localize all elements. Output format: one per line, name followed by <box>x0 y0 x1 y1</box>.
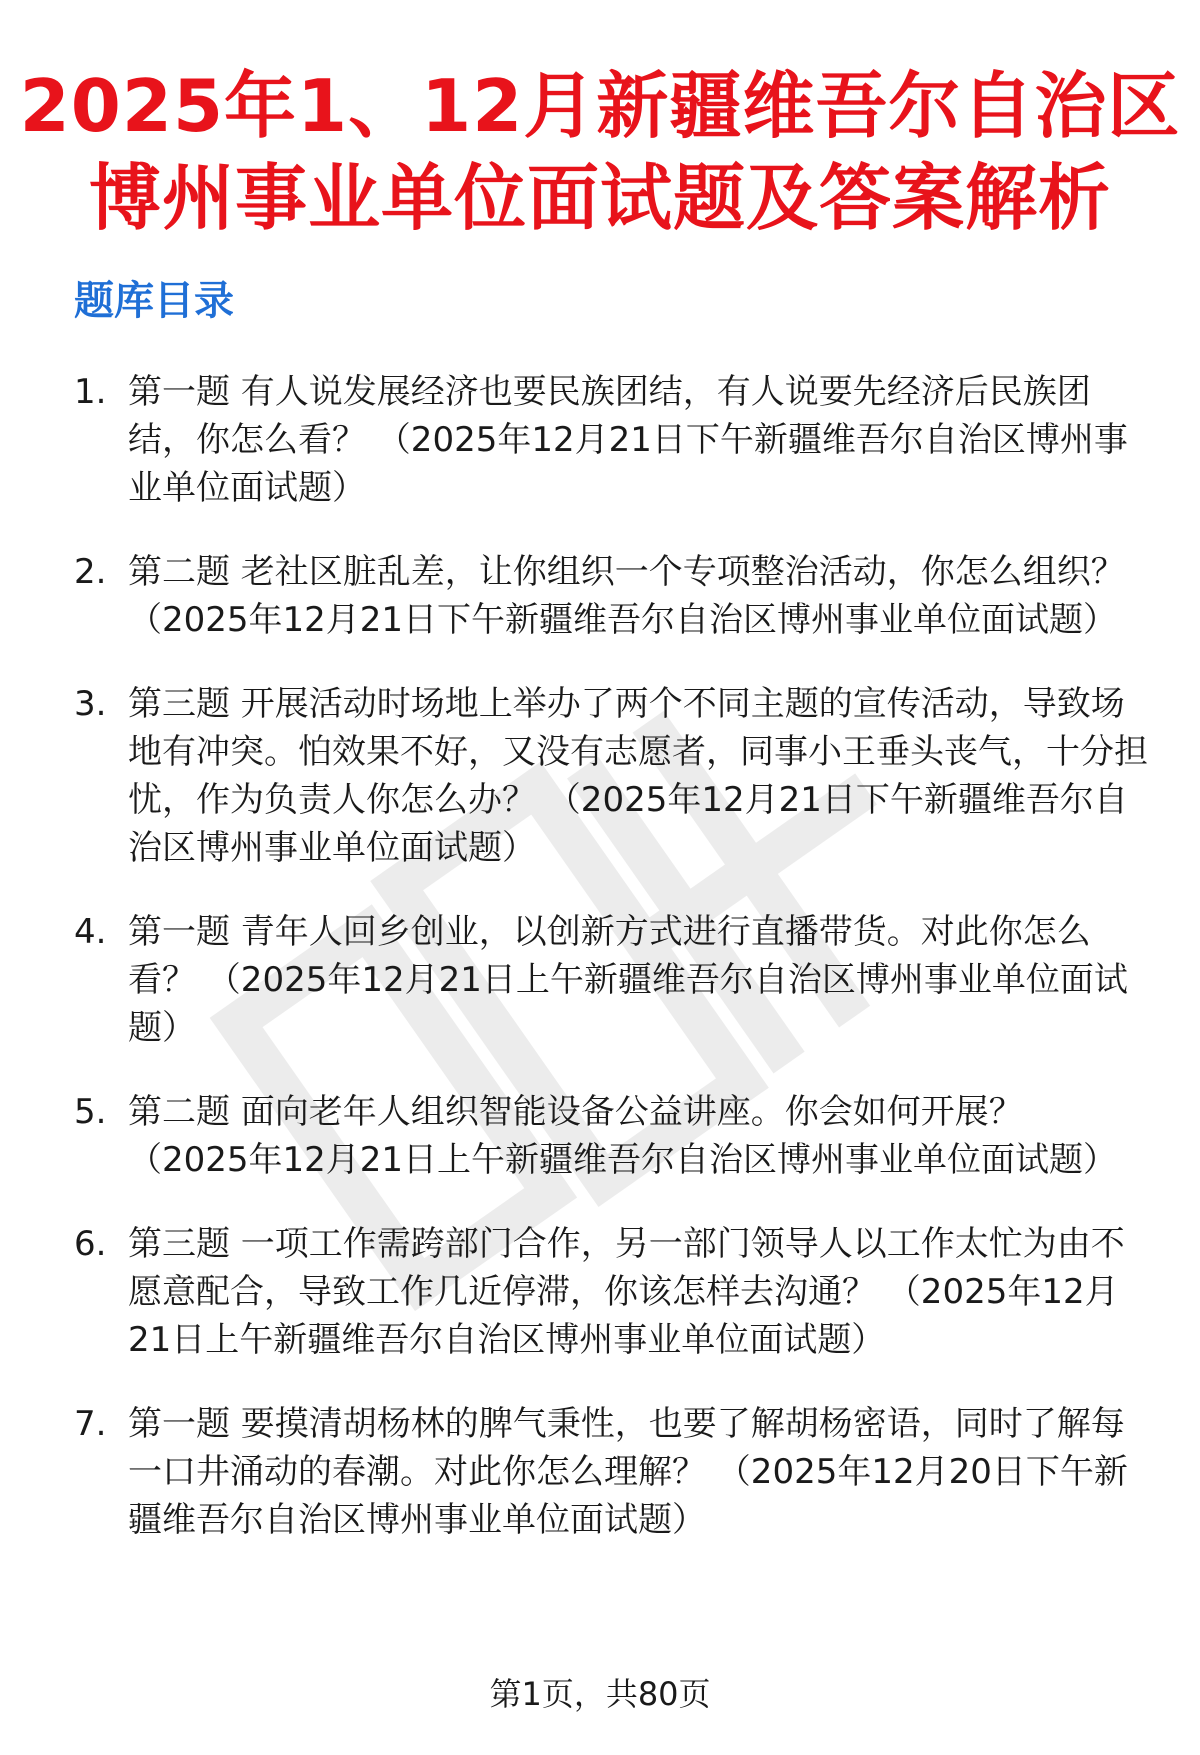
toc-item-number: 5. <box>74 1092 107 1132</box>
toc-item[interactable] <box>74 908 1154 1052</box>
toc-item-text: 第一题 要摸清胡杨林的脾气秉性，也要了解胡杨密语，同时了解每一口井涌动的春潮。对此你怎么理解？ （2025年12月20日下午新疆维吾尔自治区博州事业单位面试题） <box>128 1404 1128 1540</box>
toc-item-text: 第一题 青年人回乡创业，以创新方式进行直播带货。对此你怎么看？ （2025年12月21日上午新疆维吾尔自治区博州事业单位面试题） <box>128 912 1128 1048</box>
toc-item[interactable] <box>74 1088 1154 1184</box>
toc-item-number: 4. <box>74 912 107 952</box>
toc-item-number: 6. <box>74 1224 107 1264</box>
document-title <box>0 60 1200 244</box>
toc-item[interactable] <box>74 680 1154 872</box>
toc-heading: 题库目录 <box>74 278 234 324</box>
toc-item-number: 7. <box>74 1404 107 1444</box>
toc-item-number: 2. <box>74 552 107 592</box>
toc-item-text: 第一题 有人说发展经济也要民族团结，有人说要先经济后民族团结，你怎么看？ （2025年12月21日下午新疆维吾尔自治区博州事业单位面试题） <box>128 372 1128 508</box>
toc-item-number: 3. <box>74 684 107 724</box>
toc-item[interactable] <box>74 548 1154 644</box>
toc-item-text: 第二题 老社区脏乱差，让你组织一个专项整治活动，你怎么组织？ （2025年12月21日下午新疆维吾尔自治区博州事业单位面试题） <box>128 552 1125 640</box>
toc-item-text: 第三题 开展活动时场地上举办了两个不同主题的宣传活动，导致场地有冲突。怕效果不好，又没有志愿者，同事小王垂头丧气，十分担忧，作为负责人你怎么办？ （2025年12月21日下午新疆维吾尔自治区博州事业单位面试题） <box>128 684 1148 868</box>
toc-item-number: 1. <box>74 372 107 412</box>
toc-item[interactable] <box>74 1220 1154 1364</box>
document-title-line-1: 2025年1、12月新疆维吾尔自治区 <box>19 64 1181 148</box>
toc-list <box>74 368 1154 1580</box>
toc-item[interactable] <box>74 368 1154 512</box>
page-footer: 第1页，共80页 <box>489 1675 711 1713</box>
toc-item-text: 第二题 面向老年人组织智能设备公益讲座。你会如何开展？ （2025年12月21日上午新疆维吾尔自治区博州事业单位面试题） <box>128 1092 1118 1180</box>
toc-item[interactable] <box>74 1400 1154 1544</box>
toc-item-text: 第三题 一项工作需跨部门合作，另一部门领导人以工作太忙为由不愿意配合，导致工作几近停滞，你该怎样去沟通？ （2025年12月21日上午新疆维吾尔自治区博州事业单位面试题） <box>128 1224 1125 1360</box>
document-title-line-2: 博州事业单位面试题及答案解析 <box>88 156 1111 240</box>
